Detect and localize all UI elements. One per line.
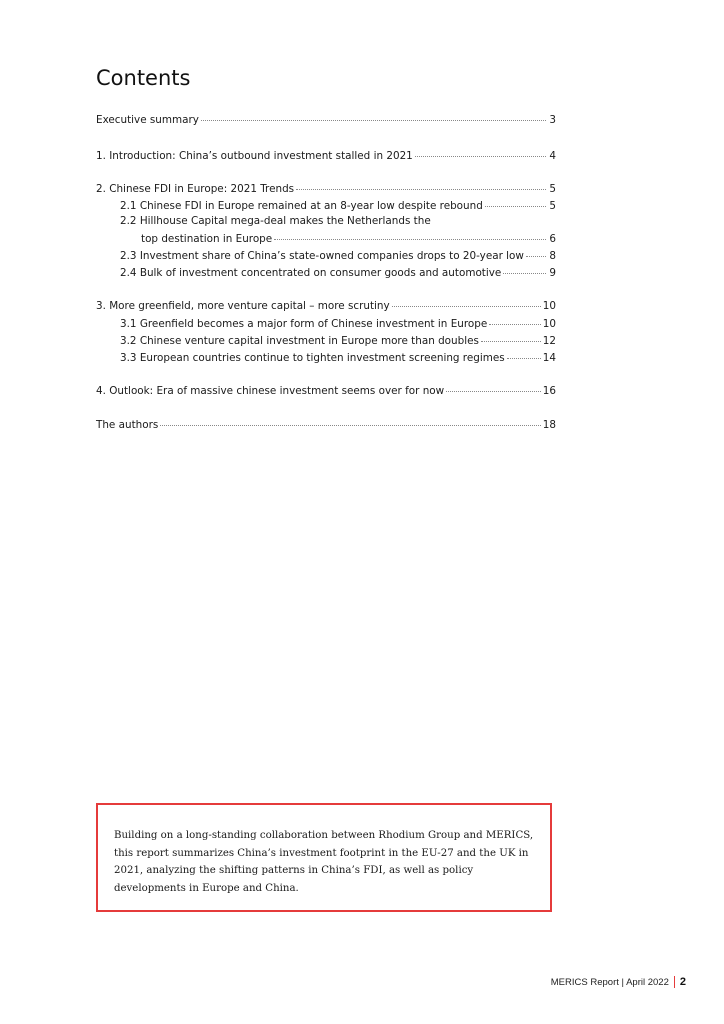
toc-entry-chinese-fdi-trends[interactable] bbox=[96, 182, 556, 196]
toc-entry-3-1[interactable] bbox=[120, 317, 556, 331]
toc-entry-2-2[interactable] bbox=[141, 232, 556, 246]
toc-entry-label: The authors bbox=[96, 419, 159, 431]
toc-entry-2-3[interactable] bbox=[120, 249, 556, 263]
toc-entry-label: 1. Introduction: China’s outbound investment stalled in 2021 bbox=[96, 150, 413, 162]
toc-entry-page: 16 bbox=[542, 385, 556, 397]
page-title: Contents bbox=[96, 66, 191, 90]
toc-entry-label: 2.1 Chinese FDI in Europe remained at an 8-year low despite rebound bbox=[120, 200, 483, 212]
toc-entry-label: 2.3 Investment share of China’s state-owned companies drops to 20-year low bbox=[120, 250, 524, 262]
toc-entry-label: 2.4 Bulk of investment concentrated on consumer goods and automotive bbox=[120, 267, 502, 279]
toc-leader-dots bbox=[507, 349, 541, 359]
toc-entry-page: 3 bbox=[549, 114, 556, 126]
toc-leader-dots bbox=[526, 247, 546, 257]
toc-entry-3-3[interactable] bbox=[120, 351, 556, 365]
toc-entry-2-4[interactable] bbox=[120, 266, 556, 280]
toc-entry-page: 18 bbox=[542, 419, 556, 431]
summary-box bbox=[96, 803, 552, 912]
toc-entry-label: 3.1 Greenfield becomes a major form of Chinese investment in Europe bbox=[120, 318, 488, 330]
toc-entry-label: 3.3 European countries continue to tighten investment screening regimes bbox=[120, 352, 505, 364]
toc-leader-dots bbox=[415, 147, 546, 157]
toc-leader-dots bbox=[296, 180, 546, 190]
toc-entry-label: top destination in Europe bbox=[141, 233, 273, 245]
toc-entry-page: 10 bbox=[542, 300, 556, 312]
toc-entry-page: 9 bbox=[549, 267, 556, 279]
toc-entry-executive-summary[interactable] bbox=[96, 113, 556, 127]
toc-entry-label: 3.2 Chinese venture capital investment in Europe more than doubles bbox=[120, 335, 479, 347]
page-footer bbox=[551, 976, 686, 988]
toc-leader-dots bbox=[503, 264, 546, 274]
toc-entry-page: 12 bbox=[542, 335, 556, 347]
footer-page-number: 2 bbox=[679, 976, 686, 988]
footer-separator bbox=[674, 976, 675, 988]
toc-entry-label: 3. More greenfield, more venture capital – more scrutiny bbox=[96, 300, 390, 312]
toc-entry-2-1[interactable] bbox=[120, 199, 556, 213]
toc-leader-dots bbox=[274, 230, 546, 240]
toc-entry-introduction[interactable] bbox=[96, 149, 556, 163]
toc-entry-label: 2. Chinese FDI in Europe: 2021 Trends bbox=[96, 183, 295, 195]
toc-leader-dots bbox=[489, 315, 541, 325]
toc-leader-dots bbox=[485, 197, 546, 207]
toc-entry-label: Executive summary bbox=[96, 114, 199, 126]
toc-leader-dots bbox=[446, 382, 541, 392]
summary-text: Building on a long-standing collaboration between Rhodium Group and MERICS, this report summarizes China’s investment footprint in the EU-27 and the UK in 2021, analyzing the shifting patterns in China’s FDI, as well as policy developments in Europe and China. bbox=[114, 830, 534, 894]
toc-entry-page: 8 bbox=[549, 250, 556, 262]
toc-leader-dots bbox=[160, 416, 540, 426]
toc-entry-page: 5 bbox=[549, 183, 556, 195]
toc-leader-dots bbox=[392, 297, 541, 307]
toc-entry-2-2-line1[interactable]: 2.2 Hillhouse Capital mega-deal makes the Netherlands the bbox=[120, 215, 431, 227]
toc-entry-page: 10 bbox=[542, 318, 556, 330]
toc-entry-the-authors[interactable] bbox=[96, 418, 556, 432]
toc-entry-page: 5 bbox=[549, 200, 556, 212]
toc-entry-page: 6 bbox=[549, 233, 556, 245]
toc-entry-page: 4 bbox=[549, 150, 556, 162]
toc-leader-dots bbox=[481, 332, 541, 342]
toc-entry-outlook[interactable] bbox=[96, 384, 556, 398]
toc-entry-page: 14 bbox=[542, 352, 556, 364]
toc-entry-greenfield-venture-capital[interactable] bbox=[96, 299, 556, 313]
footer-report-label: MERICS Report | April 2022 bbox=[550, 976, 669, 988]
toc-leader-dots bbox=[201, 111, 546, 121]
toc-entry-3-2[interactable] bbox=[120, 334, 556, 348]
toc-entry-label: 4. Outlook: Era of massive chinese investment seems over for now bbox=[96, 385, 445, 397]
